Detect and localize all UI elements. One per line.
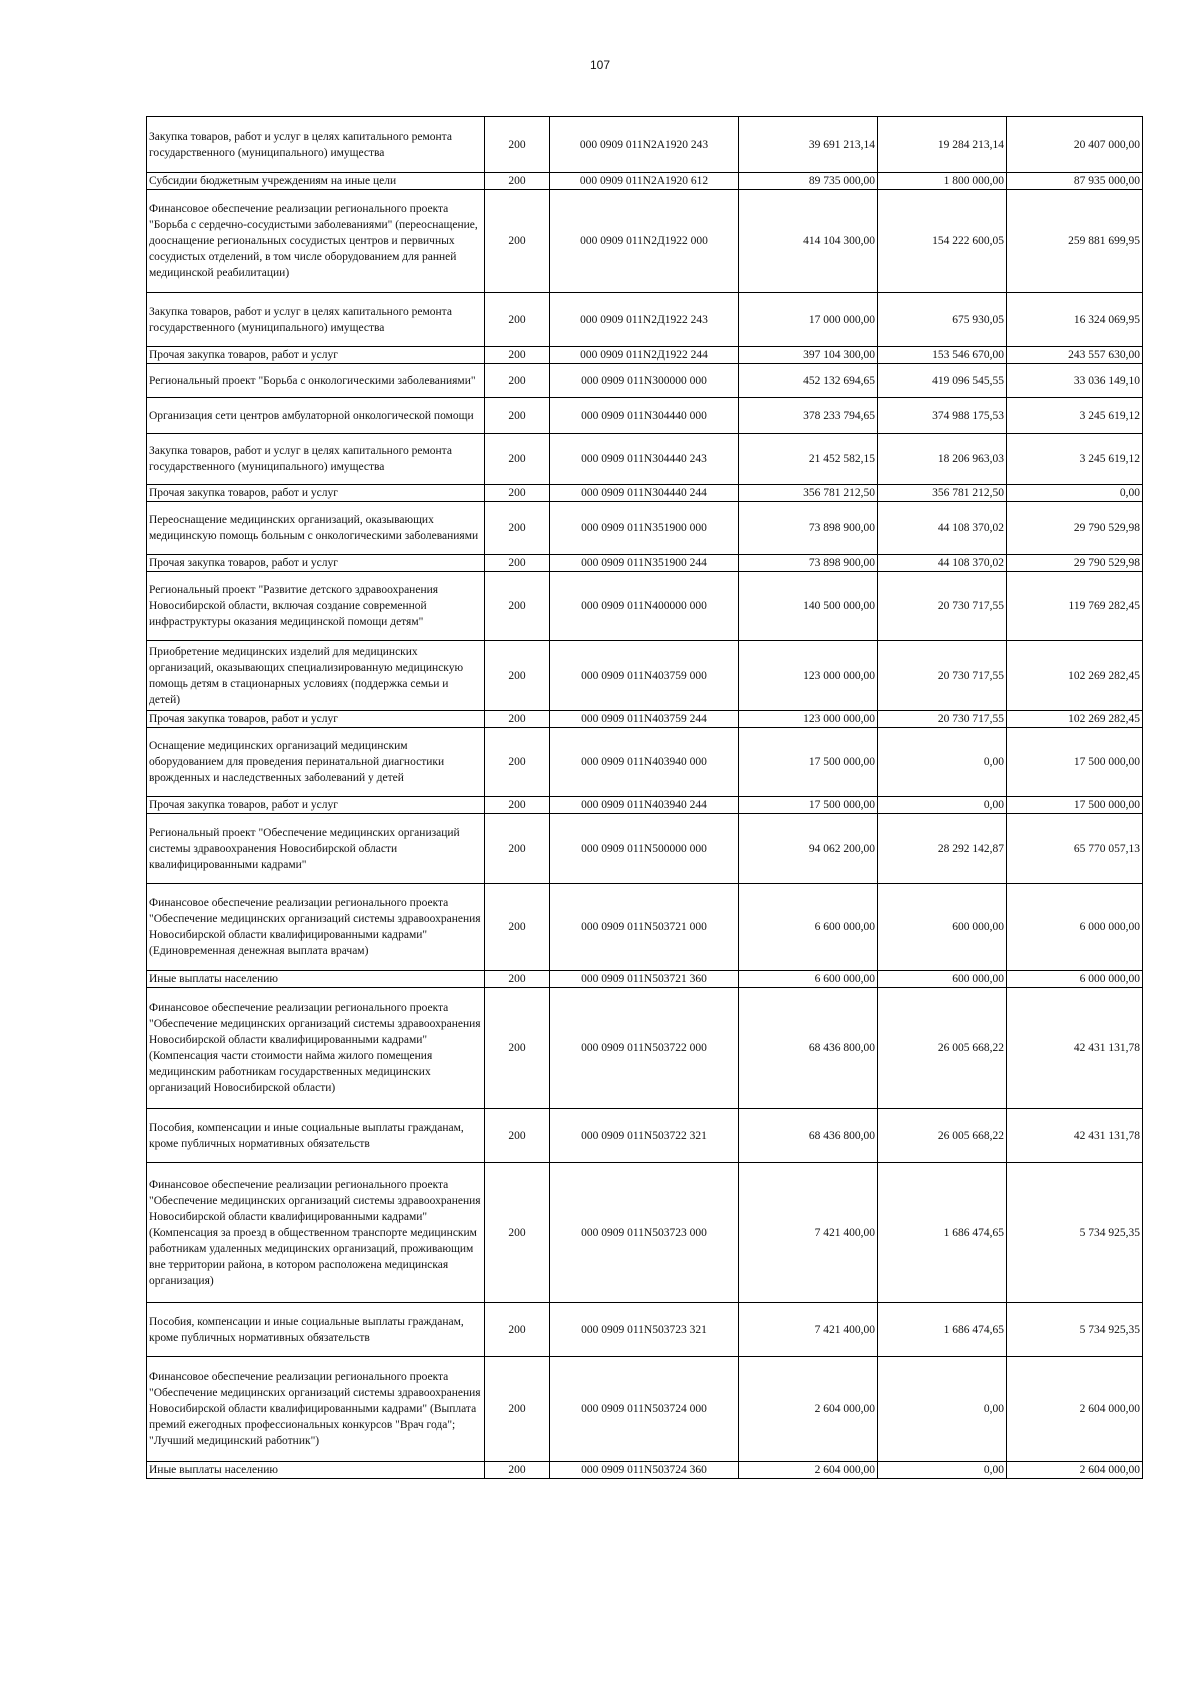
row-classification-cell: 000 0909 011N351900 244 (550, 555, 739, 572)
row-value-1-cell: 89 735 000,00 (739, 173, 878, 190)
row-classification-cell: 000 0909 011N304440 000 (550, 398, 739, 434)
table-row (147, 485, 1143, 502)
row-value-2-cell: 20 730 717,55 (878, 572, 1007, 641)
row-value-1-cell: 123 000 000,00 (739, 641, 878, 711)
row-classification-cell: 000 0909 011N304440 243 (550, 434, 739, 485)
row-name-cell: Оснащение медицинских организаций медицинским оборудованием для проведения перинатальной диагностики врожденных и наследственных заболеваний у детей (147, 728, 485, 797)
row-value-3-cell: 16 324 069,95 (1007, 293, 1143, 347)
row-value-2-cell: 419 096 545,55 (878, 364, 1007, 398)
row-value-2-cell: 600 000,00 (878, 971, 1007, 988)
row-value-1-cell: 6 600 000,00 (739, 971, 878, 988)
table-row (147, 555, 1143, 572)
row-value-1-cell: 73 898 900,00 (739, 502, 878, 555)
row-value-2-cell: 20 730 717,55 (878, 641, 1007, 711)
table-row (147, 1109, 1143, 1163)
row-code-cell: 200 (485, 1462, 550, 1479)
row-value-3-cell: 42 431 131,78 (1007, 988, 1143, 1109)
row-classification-cell: 000 0909 011N503723 321 (550, 1303, 739, 1357)
row-code-cell: 200 (485, 988, 550, 1109)
row-value-1-cell: 452 132 694,65 (739, 364, 878, 398)
row-value-3-cell: 5 734 925,35 (1007, 1163, 1143, 1303)
row-classification-cell: 000 0909 011N403940 244 (550, 797, 739, 814)
row-code-cell: 200 (485, 398, 550, 434)
row-value-3-cell: 3 245 619,12 (1007, 434, 1143, 485)
row-value-1-cell: 397 104 300,00 (739, 347, 878, 364)
row-value-3-cell: 17 500 000,00 (1007, 797, 1143, 814)
row-value-3-cell: 259 881 699,95 (1007, 190, 1143, 293)
row-name-cell: Переоснащение медицинских организаций, оказывающих медицинскую помощь больным с онкологическими заболеваниями (147, 502, 485, 555)
row-value-2-cell: 28 292 142,87 (878, 814, 1007, 884)
row-code-cell: 200 (485, 293, 550, 347)
row-value-1-cell: 17 500 000,00 (739, 728, 878, 797)
row-code-cell: 200 (485, 1303, 550, 1357)
table-row (147, 293, 1143, 347)
row-value-3-cell: 5 734 925,35 (1007, 1303, 1143, 1357)
row-value-1-cell: 414 104 300,00 (739, 190, 878, 293)
row-value-1-cell: 94 062 200,00 (739, 814, 878, 884)
table-row (147, 971, 1143, 988)
row-code-cell: 200 (485, 1109, 550, 1163)
row-value-2-cell: 1 686 474,65 (878, 1303, 1007, 1357)
row-value-2-cell: 154 222 600,05 (878, 190, 1007, 293)
row-value-1-cell: 17 000 000,00 (739, 293, 878, 347)
row-name-cell: Прочая закупка товаров, работ и услуг (147, 797, 485, 814)
row-value-2-cell: 20 730 717,55 (878, 711, 1007, 728)
row-classification-cell: 000 0909 011N403759 000 (550, 641, 739, 711)
row-value-3-cell: 6 000 000,00 (1007, 971, 1143, 988)
row-value-3-cell: 42 431 131,78 (1007, 1109, 1143, 1163)
row-value-2-cell: 356 781 212,50 (878, 485, 1007, 502)
row-value-1-cell: 6 600 000,00 (739, 884, 878, 971)
row-code-cell: 200 (485, 434, 550, 485)
row-code-cell: 200 (485, 971, 550, 988)
row-name-cell: Приобретение медицинских изделий для медицинских организаций, оказывающих специализированную медицинскую помощь детям в стационарных условиях (поддержка семьи и детей) (147, 641, 485, 711)
row-value-2-cell: 1 800 000,00 (878, 173, 1007, 190)
row-name-cell: Финансовое обеспечение реализации регионального проекта "Обеспечение медицинских организаций системы здравоохранения Новосибирской области квалифицированными кадрами" (Компенсация за проезд в общественном транспорте медицинским работникам удаленных медицинских организаций, проживающим вне территории района, в котором расположена медицинская организация) (147, 1163, 485, 1303)
row-name-cell: Закупка товаров, работ и услуг в целях капитального ремонта государственного (муниципального) имущества (147, 434, 485, 485)
row-value-3-cell: 0,00 (1007, 485, 1143, 502)
row-value-3-cell: 119 769 282,45 (1007, 572, 1143, 641)
row-value-2-cell: 19 284 213,14 (878, 117, 1007, 173)
row-code-cell: 200 (485, 364, 550, 398)
row-classification-cell: 000 0909 011N2A1920 612 (550, 173, 739, 190)
row-value-1-cell: 21 452 582,15 (739, 434, 878, 485)
row-name-cell: Пособия, компенсации и иные социальные выплаты гражданам, кроме публичных нормативных обязательств (147, 1303, 485, 1357)
row-name-cell: Финансовое обеспечение реализации регионального проекта "Обеспечение медицинских организаций системы здравоохранения Новосибирской области квалифицированными кадрами" (Компенсация части стоимости найма жилого помещения медицинским работникам государственных медицинских организаций Новосибирской области) (147, 988, 485, 1109)
table-row (147, 190, 1143, 293)
table-row (147, 1163, 1143, 1303)
table-row (147, 1303, 1143, 1357)
row-value-2-cell: 0,00 (878, 728, 1007, 797)
table-row (147, 502, 1143, 555)
row-value-1-cell: 356 781 212,50 (739, 485, 878, 502)
table-row (147, 173, 1143, 190)
row-value-1-cell: 17 500 000,00 (739, 797, 878, 814)
row-classification-cell: 000 0909 011N403940 000 (550, 728, 739, 797)
row-value-3-cell: 17 500 000,00 (1007, 728, 1143, 797)
row-value-3-cell: 87 935 000,00 (1007, 173, 1143, 190)
row-classification-cell: 000 0909 011N403759 244 (550, 711, 739, 728)
row-code-cell: 200 (485, 1163, 550, 1303)
row-classification-cell: 000 0909 011N503721 000 (550, 884, 739, 971)
row-classification-cell: 000 0909 011N300000 000 (550, 364, 739, 398)
row-value-3-cell: 243 557 630,00 (1007, 347, 1143, 364)
row-code-cell: 200 (485, 485, 550, 502)
table-row (147, 572, 1143, 641)
row-value-2-cell: 153 546 670,00 (878, 347, 1007, 364)
table-row (147, 398, 1143, 434)
row-name-cell: Финансовое обеспечение реализации регионального проекта "Обеспечение медицинских организаций системы здравоохранения Новосибирской области квалифицированными кадрами" (Выплата премий ежегодных профессиональных конкурсов "Врач года"; "Лучший медицинский работник") (147, 1357, 485, 1462)
row-code-cell: 200 (485, 572, 550, 641)
page-number: 107 (589, 58, 611, 72)
row-value-2-cell: 44 108 370,02 (878, 502, 1007, 555)
row-value-3-cell: 6 000 000,00 (1007, 884, 1143, 971)
row-value-1-cell: 39 691 213,14 (739, 117, 878, 173)
row-name-cell: Закупка товаров, работ и услуг в целях капитального ремонта государственного (муниципального) имущества (147, 117, 485, 173)
row-classification-cell: 000 0909 011N503724 360 (550, 1462, 739, 1479)
row-value-2-cell: 1 686 474,65 (878, 1163, 1007, 1303)
row-value-3-cell: 29 790 529,98 (1007, 502, 1143, 555)
row-name-cell: Региональный проект "Борьба с онкологическими заболеваниями" (147, 364, 485, 398)
row-code-cell: 200 (485, 117, 550, 173)
row-name-cell: Организация сети центров амбулаторной онкологической помощи (147, 398, 485, 434)
row-name-cell: Финансовое обеспечение реализации регионального проекта "Борьба с сердечно-сосудистыми заболеваниями" (переоснащение, дооснащение региональных сосудистых центров и первичных сосудистых отделений, в том числе оборудованием для ранней медицинской реабилитации) (147, 190, 485, 293)
row-code-cell: 200 (485, 814, 550, 884)
row-classification-cell: 000 0909 011N2A1920 243 (550, 117, 739, 173)
row-value-2-cell: 0,00 (878, 797, 1007, 814)
row-name-cell: Региональный проект "Развитие детского здравоохранения Новосибирской области, включая создание современной инфраструктуры оказания медицинской помощи детям" (147, 572, 485, 641)
row-value-1-cell: 378 233 794,65 (739, 398, 878, 434)
row-classification-cell: 000 0909 011N503724 000 (550, 1357, 739, 1462)
row-value-2-cell: 44 108 370,02 (878, 555, 1007, 572)
row-name-cell: Пособия, компенсации и иные социальные выплаты гражданам, кроме публичных нормативных обязательств (147, 1109, 485, 1163)
table-row (147, 728, 1143, 797)
table-row (147, 797, 1143, 814)
row-classification-cell: 000 0909 011N304440 244 (550, 485, 739, 502)
row-code-cell: 200 (485, 711, 550, 728)
table-row (147, 364, 1143, 398)
row-code-cell: 200 (485, 1357, 550, 1462)
table-row (147, 988, 1143, 1109)
row-classification-cell: 000 0909 011N351900 000 (550, 502, 739, 555)
row-classification-cell: 000 0909 011N503721 360 (550, 971, 739, 988)
row-value-1-cell: 73 898 900,00 (739, 555, 878, 572)
row-value-3-cell: 20 407 000,00 (1007, 117, 1143, 173)
row-value-3-cell: 3 245 619,12 (1007, 398, 1143, 434)
row-value-2-cell: 0,00 (878, 1357, 1007, 1462)
row-code-cell: 200 (485, 190, 550, 293)
table-row (147, 434, 1143, 485)
row-code-cell: 200 (485, 797, 550, 814)
row-name-cell: Прочая закупка товаров, работ и услуг (147, 711, 485, 728)
row-classification-cell: 000 0909 011N503723 000 (550, 1163, 739, 1303)
row-code-cell: 200 (485, 555, 550, 572)
row-value-2-cell: 675 930,05 (878, 293, 1007, 347)
row-name-cell: Иные выплаты населению (147, 1462, 485, 1479)
row-value-2-cell: 18 206 963,03 (878, 434, 1007, 485)
row-name-cell: Субсидии бюджетным учреждениям на иные цели (147, 173, 485, 190)
row-name-cell: Иные выплаты населению (147, 971, 485, 988)
row-code-cell: 200 (485, 502, 550, 555)
row-code-cell: 200 (485, 728, 550, 797)
table-row (147, 641, 1143, 711)
row-value-2-cell: 26 005 668,22 (878, 1109, 1007, 1163)
row-value-1-cell: 140 500 000,00 (739, 572, 878, 641)
row-value-1-cell: 7 421 400,00 (739, 1303, 878, 1357)
row-code-cell: 200 (485, 173, 550, 190)
row-name-cell: Прочая закупка товаров, работ и услуг (147, 555, 485, 572)
row-value-3-cell: 2 604 000,00 (1007, 1462, 1143, 1479)
row-classification-cell: 000 0909 011N2Д1922 000 (550, 190, 739, 293)
row-classification-cell: 000 0909 011N503722 000 (550, 988, 739, 1109)
row-code-cell: 200 (485, 347, 550, 364)
row-name-cell: Прочая закупка товаров, работ и услуг (147, 347, 485, 364)
row-classification-cell: 000 0909 011N503722 321 (550, 1109, 739, 1163)
table-row (147, 117, 1143, 173)
row-name-cell: Региональный проект "Обеспечение медицинских организаций системы здравоохранения Новосибирской области квалифицированными кадрами" (147, 814, 485, 884)
budget-table (146, 116, 1143, 1479)
row-value-1-cell: 123 000 000,00 (739, 711, 878, 728)
row-value-3-cell: 2 604 000,00 (1007, 1357, 1143, 1462)
table-row (147, 814, 1143, 884)
row-classification-cell: 000 0909 011N500000 000 (550, 814, 739, 884)
row-value-1-cell: 68 436 800,00 (739, 1109, 878, 1163)
row-classification-cell: 000 0909 011N2Д1922 243 (550, 293, 739, 347)
row-value-2-cell: 0,00 (878, 1462, 1007, 1479)
row-code-cell: 200 (485, 641, 550, 711)
row-value-2-cell: 374 988 175,53 (878, 398, 1007, 434)
row-classification-cell: 000 0909 011N2Д1922 244 (550, 347, 739, 364)
row-code-cell: 200 (485, 884, 550, 971)
row-value-2-cell: 26 005 668,22 (878, 988, 1007, 1109)
row-value-3-cell: 102 269 282,45 (1007, 641, 1143, 711)
row-value-1-cell: 68 436 800,00 (739, 988, 878, 1109)
row-name-cell: Закупка товаров, работ и услуг в целях капитального ремонта государственного (муниципального) имущества (147, 293, 485, 347)
row-value-1-cell: 2 604 000,00 (739, 1462, 878, 1479)
row-value-1-cell: 7 421 400,00 (739, 1163, 878, 1303)
table-row (147, 347, 1143, 364)
row-value-3-cell: 29 790 529,98 (1007, 555, 1143, 572)
row-value-1-cell: 2 604 000,00 (739, 1357, 878, 1462)
row-value-2-cell: 600 000,00 (878, 884, 1007, 971)
table-row (147, 1462, 1143, 1479)
row-name-cell: Прочая закупка товаров, работ и услуг (147, 485, 485, 502)
table-row (147, 1357, 1143, 1462)
row-value-3-cell: 102 269 282,45 (1007, 711, 1143, 728)
table-row (147, 711, 1143, 728)
row-value-3-cell: 65 770 057,13 (1007, 814, 1143, 884)
row-name-cell: Финансовое обеспечение реализации регионального проекта "Обеспечение медицинских организаций системы здравоохранения Новосибирской области квалифицированными кадрами" (Единовременная денежная выплата врачам) (147, 884, 485, 971)
row-classification-cell: 000 0909 011N400000 000 (550, 572, 739, 641)
row-value-3-cell: 33 036 149,10 (1007, 364, 1143, 398)
table-row (147, 884, 1143, 971)
